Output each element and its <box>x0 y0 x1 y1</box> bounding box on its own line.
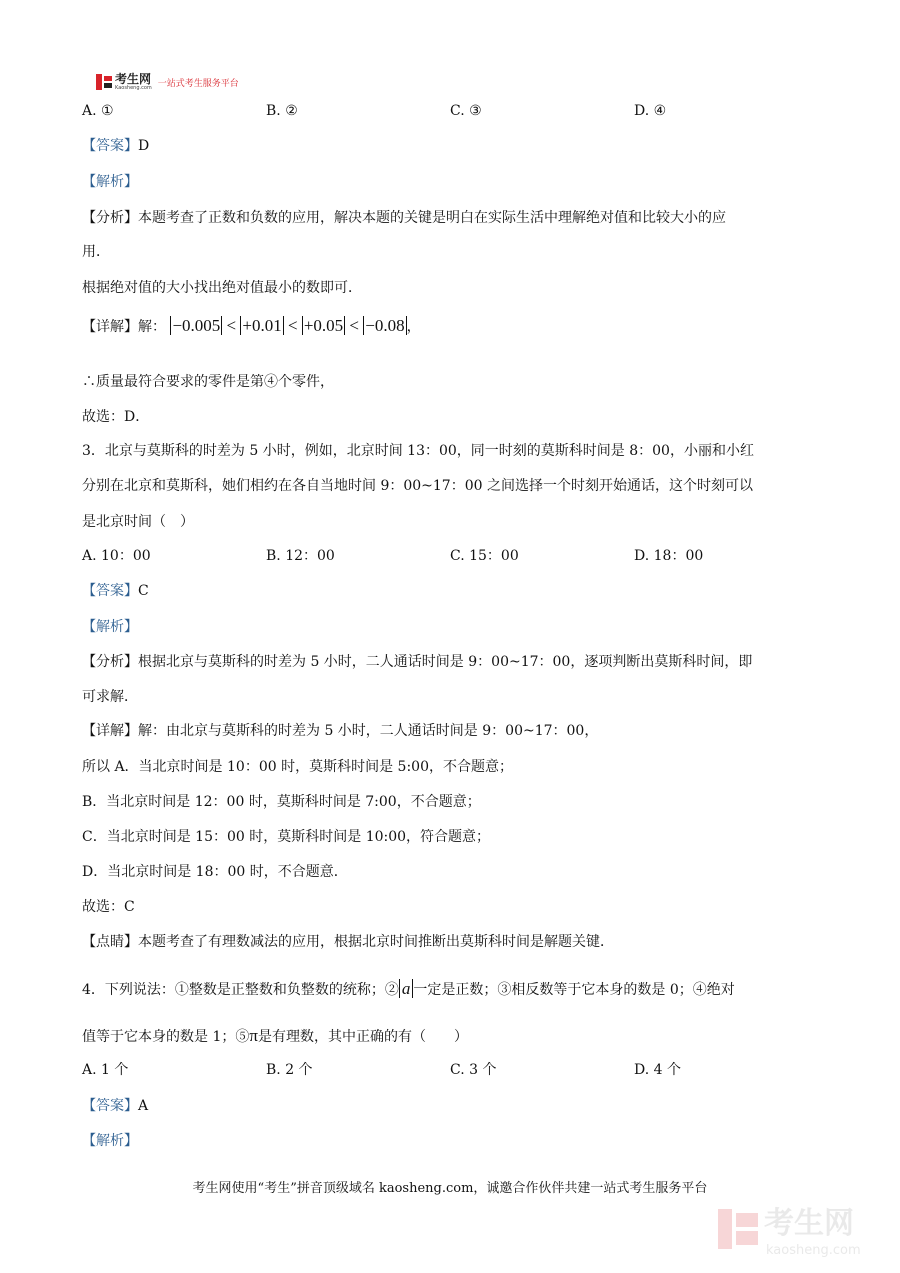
q2-answer <box>82 136 149 156</box>
q2-option-a: A. ① <box>82 103 114 119</box>
q4-stem-1a: 4．下列说法：①整数是正整数和负整数的统称；② <box>82 982 399 998</box>
q2-fenxi-cont: 用． <box>82 244 110 260</box>
abs-value-1: −0.005 <box>172 316 221 335</box>
q3-detail-3: B．当北京时间是 12：00 时，莫斯科时间是 7:00，不合题意； <box>82 794 481 810</box>
logo-name: 考生网 <box>115 71 152 86</box>
answer-tag: 【答案】 <box>82 583 138 599</box>
q2-analysis-tag: 【解析】 <box>82 174 138 190</box>
watermark-domain: kaosheng.com <box>766 1243 861 1258</box>
detail-text: 解：由北京与莫斯科的时差为 5 小时，二人通话时间是 9：00~17：00， <box>138 723 599 739</box>
q4-answer <box>82 1096 148 1116</box>
abs-value-4: −0.08 <box>365 316 405 335</box>
dianjing-text: 本题考查了有理数减法的应用，根据北京时间推断出莫斯科时间是解题关键． <box>138 934 614 950</box>
q3-fenxi <box>82 652 752 672</box>
dianjing-tag: 【点睛】 <box>82 934 138 950</box>
q4-option-c: C. 3 个 <box>450 1062 497 1078</box>
watermark-logo-icon <box>718 1209 758 1249</box>
logo-slogan: 一站式考生服务平台 <box>157 78 239 89</box>
abs-value-3: +0.05 <box>303 316 344 335</box>
q3-stem-1: 3．北京与莫斯科的时差为 5 小时，例如，北京时间 13：00，同一时刻的莫斯科时间是 8：00，小丽和小红 <box>82 443 754 459</box>
fenxi-text: 根据北京与莫斯科的时差为 5 小时，二人通话时间是 9：00~17：00，逐项判断出莫斯科时间，即 <box>138 654 753 670</box>
q4-stem-2a: 值等于它本身的数是 1；⑤ <box>82 1029 250 1045</box>
less-than-2: < <box>287 316 298 335</box>
detail-tag: 【详解】 <box>82 723 138 739</box>
detail-comma: ， <box>406 319 421 335</box>
q3-stem-3: 是北京时间（ ） <box>82 514 194 530</box>
q4-option-d: D. 4 个 <box>634 1062 681 1078</box>
q4-option-b: B. 2 个 <box>266 1062 313 1078</box>
q2-detail <box>82 314 421 339</box>
watermark <box>718 1207 878 1261</box>
q3-option-a: A. 10：00 <box>82 548 151 564</box>
q4-stem-2 <box>82 1024 468 1049</box>
q3-option-c: C. 15：00 <box>450 548 519 564</box>
abs-value-2: +0.01 <box>242 316 282 335</box>
q3-detail-4: C．当北京时间是 15：00 时，莫斯科时间是 10:00，符合题意； <box>82 829 491 845</box>
q2-fenxi <box>82 208 726 228</box>
q3-fenxi-cont: 可求解． <box>82 689 138 705</box>
abs-inequality <box>170 316 406 335</box>
logo-wordmark <box>115 71 152 91</box>
q3-option-b: B. 12：00 <box>266 548 335 564</box>
less-than-3: < <box>349 316 360 335</box>
q2-option-d: D. ④ <box>634 103 667 119</box>
logo-domain: Kaosheng.com <box>115 84 152 91</box>
q3-detail <box>82 721 598 741</box>
q3-detail-5: D．当北京时间是 18：00 时，不合题意． <box>82 864 348 880</box>
pi-symbol: π <box>249 1026 258 1045</box>
q3-answer <box>82 581 149 601</box>
q4-option-a: A. 1 个 <box>82 1062 129 1078</box>
q3-option-d: D. 18：00 <box>634 548 704 564</box>
watermark-name: 考生网 <box>764 1206 854 1241</box>
answer-value: A <box>138 1098 149 1114</box>
q3-stem-2: 分别在北京和莫斯科，她们相约在各自当地时间 9：00~17：00 之间选择一个时刻开始通话，这个时刻可以 <box>82 478 753 494</box>
page-footer: 考生网使用“考生”拼音顶级域名 kaosheng.com，诚邀合作伙伴共建一站式考生服务平台 <box>192 1181 708 1196</box>
site-logo[interactable] <box>96 72 239 92</box>
q2-option-c: C. ③ <box>450 103 482 119</box>
q2-conclusion: ∴质量最符合要求的零件是第④个零件， <box>82 374 334 390</box>
q4-analysis-tag: 【解析】 <box>82 1133 138 1149</box>
q4-stem-1 <box>82 977 735 1002</box>
answer-value: C <box>138 583 149 599</box>
q4-stem-1b: 一定是正数；③相反数等于它本身的数是 0；④绝对 <box>413 982 735 998</box>
fenxi-text: 本题考查了正数和负数的应用，解决本题的关键是明白在实际生活中理解绝对值和比较大小的应 <box>138 210 726 226</box>
q4-stem-2b: 是有理数，其中正确的有（ ） <box>257 1029 468 1045</box>
q2-text: 根据绝对值的大小找出绝对值最小的数即可． <box>82 280 362 296</box>
answer-value: D <box>138 138 150 154</box>
q2-option-b: B. ② <box>266 103 298 119</box>
fenxi-tag: 【分析】 <box>82 210 138 226</box>
answer-tag: 【答案】 <box>82 1098 138 1114</box>
answer-tag: 【答案】 <box>82 138 138 154</box>
logo-icon <box>96 74 112 90</box>
q2-choose: 故选：D． <box>82 409 150 425</box>
less-than-1: < <box>226 316 237 335</box>
detail-prefix: 解： <box>138 319 166 335</box>
abs-a: a <box>399 979 414 998</box>
q3-choose: 故选：C <box>82 899 135 915</box>
q3-detail-2: 所以 A．当北京时间是 10：00 时，莫斯科时间是 5:00，不合题意； <box>82 759 513 775</box>
q3-analysis-tag: 【解析】 <box>82 619 138 635</box>
fenxi-tag: 【分析】 <box>82 654 138 670</box>
q3-dianjing <box>82 932 614 952</box>
detail-tag: 【详解】 <box>82 319 138 335</box>
